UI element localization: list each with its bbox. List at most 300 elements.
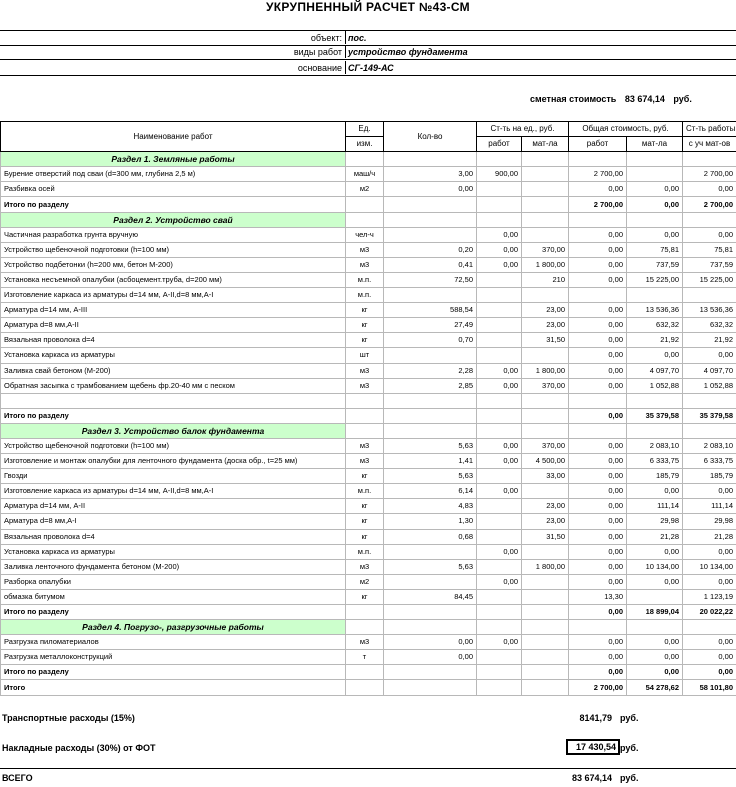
cell-unit-material[interactable]: 23,00 xyxy=(522,514,569,529)
cell-total-work[interactable]: 0,00 xyxy=(569,333,627,348)
cell-name[interactable]: Разгрузка металлоконструкций xyxy=(1,650,346,665)
cell-total-with-materials[interactable]: 2 083,10 xyxy=(683,438,736,453)
cell-unit-work[interactable] xyxy=(477,348,522,363)
cell-unit-material[interactable] xyxy=(522,348,569,363)
cell-unit-material[interactable] xyxy=(522,680,569,695)
empty-cell[interactable] xyxy=(384,152,477,167)
cell-total-material[interactable]: 737,59 xyxy=(627,257,683,272)
cell-total-work[interactable]: 0,00 xyxy=(569,363,627,378)
cell-total-work[interactable]: 0,00 xyxy=(569,544,627,559)
empty-cell[interactable] xyxy=(569,620,627,635)
cell-name[interactable]: Арматура d=8 мм,А-I xyxy=(1,514,346,529)
cell-unit[interactable]: шт xyxy=(346,348,384,363)
col-header-work-total[interactable]: работ xyxy=(569,137,627,152)
cell-total-material[interactable]: 0,00 xyxy=(627,227,683,242)
cell-unit-work[interactable]: 900,00 xyxy=(477,167,522,182)
cell-total-with-materials[interactable]: 4 097,70 xyxy=(683,363,736,378)
cell-total-work[interactable]: 0,00 xyxy=(569,635,627,650)
cell-name[interactable]: Частичная разработка грунта вручную xyxy=(1,227,346,242)
empty-cell[interactable] xyxy=(683,620,736,635)
cell-total-material[interactable]: 21,92 xyxy=(627,333,683,348)
object-value[interactable]: пос. xyxy=(345,31,367,44)
cell-qty[interactable]: 5,63 xyxy=(384,559,477,574)
cell-unit-material[interactable]: 1 800,00 xyxy=(522,363,569,378)
cell-unit[interactable]: м3 xyxy=(346,363,384,378)
cell-unit[interactable]: м3 xyxy=(346,454,384,469)
cell-unit-material[interactable]: 31,50 xyxy=(522,529,569,544)
cell-qty[interactable]: 4,83 xyxy=(384,499,477,514)
col-header-with-materials[interactable]: Ст-ть работы xyxy=(683,122,736,137)
cell-total-material[interactable]: 29,98 xyxy=(627,514,683,529)
cell-unit-work[interactable]: 0,00 xyxy=(477,227,522,242)
cell-total-work[interactable]: 2 700,00 xyxy=(569,197,627,212)
cell-qty[interactable] xyxy=(384,605,477,620)
cell-total-work[interactable]: 0,00 xyxy=(569,454,627,469)
col-header-unit-cost[interactable]: Ст-ть на ед., руб. xyxy=(477,122,569,137)
empty-cell[interactable] xyxy=(477,620,522,635)
cell-unit[interactable] xyxy=(346,408,384,423)
cell-unit-work[interactable] xyxy=(477,589,522,604)
cell-total-material[interactable]: 111,14 xyxy=(627,499,683,514)
empty-cell[interactable] xyxy=(346,620,384,635)
cell-unit-work[interactable]: 0,00 xyxy=(477,484,522,499)
cell-total-with-materials[interactable]: 0,00 xyxy=(683,650,736,665)
cell-total-work[interactable]: 0,00 xyxy=(569,605,627,620)
cell-unit-material[interactable]: 1 800,00 xyxy=(522,257,569,272)
empty-cell[interactable] xyxy=(346,152,384,167)
cell-total-work[interactable]: 0,00 xyxy=(569,469,627,484)
cell-total-with-materials[interactable]: 2 700,00 xyxy=(683,197,736,212)
cell-total-material[interactable]: 632,32 xyxy=(627,318,683,333)
cell-total-work[interactable]: 0,00 xyxy=(569,559,627,574)
cell-name[interactable]: обмазка битумом xyxy=(1,589,346,604)
cell-unit-work[interactable]: 0,00 xyxy=(477,544,522,559)
cell-unit-material[interactable]: 33,00 xyxy=(522,469,569,484)
empty-cell[interactable] xyxy=(522,212,569,227)
cell-total-material[interactable]: 13 536,36 xyxy=(627,303,683,318)
cell-name[interactable]: Разборка опалубки xyxy=(1,574,346,589)
cell-unit-work[interactable] xyxy=(477,272,522,287)
empty-cell[interactable] xyxy=(384,423,477,438)
cell-qty[interactable] xyxy=(384,574,477,589)
cell-unit[interactable]: кг xyxy=(346,318,384,333)
basis-value[interactable]: СГ-149-АС xyxy=(345,61,394,74)
cell-total-with-materials[interactable]: 0,00 xyxy=(683,484,736,499)
work-type-value[interactable]: устройство фундамента xyxy=(345,45,468,58)
cell-qty[interactable]: 0,68 xyxy=(384,529,477,544)
cell-total-with-materials[interactable]: 0,00 xyxy=(683,544,736,559)
cell-unit-work[interactable] xyxy=(477,605,522,620)
cell-total-with-materials[interactable]: 0,00 xyxy=(683,182,736,197)
cell-total-work[interactable]: 0,00 xyxy=(569,227,627,242)
cell-total-work[interactable]: 0,00 xyxy=(569,665,627,680)
empty-cell[interactable] xyxy=(627,152,683,167)
cell-qty[interactable]: 1,30 xyxy=(384,514,477,529)
empty-cell[interactable] xyxy=(477,152,522,167)
cell-unit[interactable]: м3 xyxy=(346,257,384,272)
cell-name[interactable]: Устройство щебеночной подготовки (h=100 мм) xyxy=(1,438,346,453)
cell-name[interactable]: Изготовление каркаса из арматуры d=14 мм, А-II,d=8 мм,А-I xyxy=(1,484,346,499)
cell-unit-work[interactable] xyxy=(477,665,522,680)
cell-total-with-materials[interactable]: 1 052,88 xyxy=(683,378,736,393)
cell-total-work[interactable]: 0,00 xyxy=(569,650,627,665)
cell-total-material[interactable]: 54 278,62 xyxy=(627,680,683,695)
cell-name[interactable]: Арматура d=8 мм,А-II xyxy=(1,318,346,333)
cell-name[interactable]: Арматура d=14 мм, А-II xyxy=(1,499,346,514)
cell-total-material[interactable]: 0,00 xyxy=(627,484,683,499)
cell-unit[interactable]: м3 xyxy=(346,559,384,574)
cell-total-material[interactable]: 0,00 xyxy=(627,650,683,665)
cell-total-material[interactable]: 0,00 xyxy=(627,348,683,363)
cell-unit[interactable]: м3 xyxy=(346,242,384,257)
cell-total-with-materials[interactable]: 6 333,75 xyxy=(683,454,736,469)
cell-qty[interactable]: 0,41 xyxy=(384,257,477,272)
cell-total-with-materials[interactable]: 1 123,19 xyxy=(683,589,736,604)
cell-total-with-materials[interactable]: 185,79 xyxy=(683,469,736,484)
cell-unit-work[interactable]: 0,00 xyxy=(477,438,522,453)
col-header-total-cost[interactable]: Общая стоимость, руб. xyxy=(569,122,683,137)
cell-name[interactable]: Изготовление каркаса из арматуры d=14 мм, А-II,d=8 мм,А-I xyxy=(1,288,346,303)
cell-total-material[interactable]: 4 097,70 xyxy=(627,363,683,378)
cell-qty[interactable] xyxy=(384,288,477,303)
cell-total-material[interactable]: 10 134,00 xyxy=(627,559,683,574)
cell-total-material[interactable]: 6 333,75 xyxy=(627,454,683,469)
cell-qty[interactable]: 0,00 xyxy=(384,650,477,665)
cell-name[interactable]: Вязальная проволока d=4 xyxy=(1,529,346,544)
cell-unit[interactable]: кг xyxy=(346,499,384,514)
cell-unit[interactable]: кг xyxy=(346,529,384,544)
cell-total-material[interactable] xyxy=(627,393,683,408)
section-title[interactable]: Раздел 4. Погрузо-, разгрузочные работы xyxy=(1,620,346,635)
cell-total-material[interactable] xyxy=(627,288,683,303)
cell-unit[interactable] xyxy=(346,393,384,408)
cell-total-work[interactable] xyxy=(569,288,627,303)
cell-name[interactable]: Вязальная проволока d=4 xyxy=(1,333,346,348)
cell-unit[interactable] xyxy=(346,665,384,680)
col-header-qty[interactable]: Кол-во xyxy=(384,122,477,152)
cell-unit-material[interactable]: 1 800,00 xyxy=(522,559,569,574)
cell-total-work[interactable]: 13,30 xyxy=(569,589,627,604)
cell-total-with-materials[interactable]: 13 536,36 xyxy=(683,303,736,318)
cell-total-material[interactable]: 0,00 xyxy=(627,544,683,559)
cell-qty[interactable]: 84,45 xyxy=(384,589,477,604)
cell-total-with-materials[interactable]: 10 134,00 xyxy=(683,559,736,574)
overhead-value[interactable]: 17 430,54 xyxy=(566,739,620,755)
cell-unit-work[interactable] xyxy=(477,288,522,303)
cell-name[interactable]: Устройство щебеночной подготовки (h=100 мм) xyxy=(1,242,346,257)
cell-unit-material[interactable]: 23,00 xyxy=(522,303,569,318)
cell-total-work[interactable]: 0,00 xyxy=(569,318,627,333)
cell-unit-material[interactable]: 210 xyxy=(522,272,569,287)
col-header-material[interactable]: мат-ла xyxy=(522,137,569,152)
cell-unit[interactable]: м3 xyxy=(346,635,384,650)
cell-unit[interactable]: м.п. xyxy=(346,272,384,287)
cell-unit-material[interactable] xyxy=(522,197,569,212)
cell-total-material[interactable]: 0,00 xyxy=(627,182,683,197)
empty-cell[interactable] xyxy=(569,423,627,438)
cell-total-material[interactable]: 15 225,00 xyxy=(627,272,683,287)
section-title[interactable]: Раздел 3. Устройство балок фундамента xyxy=(1,423,346,438)
cell-unit-material[interactable] xyxy=(522,288,569,303)
cell-unit[interactable]: кг xyxy=(346,589,384,604)
cell-unit-material[interactable] xyxy=(522,574,569,589)
cell-total-with-materials[interactable]: 75,81 xyxy=(683,242,736,257)
cell-name[interactable]: Арматура d=14 мм, А-III xyxy=(1,303,346,318)
cell-unit-work[interactable] xyxy=(477,469,522,484)
cell-unit[interactable]: кг xyxy=(346,469,384,484)
cell-total-material[interactable]: 75,81 xyxy=(627,242,683,257)
section-title[interactable]: Раздел 2. Устройство свай xyxy=(1,212,346,227)
cell-unit-work[interactable]: 0,00 xyxy=(477,242,522,257)
estimate-value[interactable]: 83 674,14 xyxy=(624,94,665,104)
cell-total-material[interactable]: 0,00 xyxy=(627,665,683,680)
cell-name[interactable]: Установка каркаса из арматуры xyxy=(1,348,346,363)
cell-unit[interactable] xyxy=(346,197,384,212)
cell-total-work[interactable]: 0,00 xyxy=(569,574,627,589)
cell-qty[interactable]: 27,49 xyxy=(384,318,477,333)
cell-unit-material[interactable] xyxy=(522,635,569,650)
cell-total-with-materials[interactable]: 29,98 xyxy=(683,514,736,529)
cell-total-with-materials[interactable]: 111,14 xyxy=(683,499,736,514)
cell-total-material[interactable]: 35 379,58 xyxy=(627,408,683,423)
cell-total-work[interactable]: 0,00 xyxy=(569,257,627,272)
cell-qty[interactable] xyxy=(384,197,477,212)
empty-cell[interactable] xyxy=(683,152,736,167)
cell-unit-work[interactable] xyxy=(477,559,522,574)
cell-unit[interactable]: м.п. xyxy=(346,484,384,499)
cell-unit-material[interactable]: 370,00 xyxy=(522,378,569,393)
cell-total-with-materials[interactable]: 0,00 xyxy=(683,227,736,242)
cell-total-work[interactable]: 0,00 xyxy=(569,514,627,529)
cell-name[interactable]: Изготовление и монтаж опалубки для ленточного фундамента (доска обр., t=25 мм) xyxy=(1,454,346,469)
cell-unit-material[interactable] xyxy=(522,605,569,620)
cell-unit-material[interactable]: 370,00 xyxy=(522,242,569,257)
cell-qty[interactable] xyxy=(384,348,477,363)
cell-unit-material[interactable]: 4 500,00 xyxy=(522,454,569,469)
cell-unit-work[interactable] xyxy=(477,393,522,408)
col-header-name[interactable]: Наименование работ xyxy=(1,122,346,152)
cell-total-material[interactable]: 21,28 xyxy=(627,529,683,544)
cell-unit-work[interactable]: 0,00 xyxy=(477,635,522,650)
cell-name[interactable]: Итого по разделу xyxy=(1,408,346,423)
cell-unit-work[interactable]: 0,00 xyxy=(477,378,522,393)
cell-total-material[interactable]: 0,00 xyxy=(627,197,683,212)
cell-name[interactable]: Итого xyxy=(1,680,346,695)
cell-qty[interactable]: 72,50 xyxy=(384,272,477,287)
cell-total-with-materials[interactable]: 0,00 xyxy=(683,635,736,650)
cell-qty[interactable]: 2,85 xyxy=(384,378,477,393)
cell-total-work[interactable]: 0,00 xyxy=(569,499,627,514)
cell-qty[interactable] xyxy=(384,227,477,242)
cell-unit-work[interactable] xyxy=(477,680,522,695)
cell-qty[interactable] xyxy=(384,393,477,408)
col-header-with-materials-sub[interactable]: с уч мат-ов xyxy=(683,137,736,152)
cell-unit[interactable]: т xyxy=(346,650,384,665)
cell-qty[interactable]: 3,00 xyxy=(384,167,477,182)
col-header-work[interactable]: работ xyxy=(477,137,522,152)
cell-unit-material[interactable] xyxy=(522,665,569,680)
cell-total-with-materials[interactable]: 58 101,80 xyxy=(683,680,736,695)
cell-qty[interactable]: 0,00 xyxy=(384,182,477,197)
cell-total-with-materials[interactable]: 2 700,00 xyxy=(683,167,736,182)
empty-cell[interactable] xyxy=(522,620,569,635)
cell-unit-material[interactable] xyxy=(522,484,569,499)
empty-cell[interactable] xyxy=(569,212,627,227)
grand-total-value[interactable]: 83 674,14 xyxy=(571,773,612,783)
cell-name[interactable]: Устройство подбетонки (h=200 мм, бетон М-200) xyxy=(1,257,346,272)
cell-qty[interactable]: 6,14 xyxy=(384,484,477,499)
cell-unit-material[interactable] xyxy=(522,393,569,408)
cell-qty[interactable]: 0,20 xyxy=(384,242,477,257)
cell-total-work[interactable]: 0,00 xyxy=(569,182,627,197)
cell-unit-work[interactable]: 0,00 xyxy=(477,257,522,272)
empty-cell[interactable] xyxy=(683,423,736,438)
cell-total-work[interactable]: 0,00 xyxy=(569,348,627,363)
cell-qty[interactable] xyxy=(384,680,477,695)
cell-total-work[interactable]: 0,00 xyxy=(569,438,627,453)
cell-total-work[interactable]: 0,00 xyxy=(569,242,627,257)
empty-cell[interactable] xyxy=(346,423,384,438)
cell-qty[interactable] xyxy=(384,408,477,423)
cell-total-material[interactable]: 18 899,04 xyxy=(627,605,683,620)
cell-total-work[interactable]: 2 700,00 xyxy=(569,680,627,695)
cell-unit-work[interactable] xyxy=(477,303,522,318)
cell-total-with-materials[interactable]: 21,28 xyxy=(683,529,736,544)
cell-qty[interactable] xyxy=(384,665,477,680)
col-header-unit[interactable]: Ед. xyxy=(346,122,384,137)
cell-total-material[interactable] xyxy=(627,589,683,604)
cell-qty[interactable]: 588,54 xyxy=(384,303,477,318)
col-header-material-total[interactable]: мат-ла xyxy=(627,137,683,152)
cell-total-with-materials[interactable]: 21,92 xyxy=(683,333,736,348)
cell-unit-work[interactable] xyxy=(477,318,522,333)
cell-unit-material[interactable] xyxy=(522,408,569,423)
cell-name[interactable]: Разбивка осей xyxy=(1,182,346,197)
cell-name[interactable]: Бурение отверстий под сваи (d=300 мм, глубина 2,5 м) xyxy=(1,167,346,182)
cell-total-with-materials[interactable]: 15 225,00 xyxy=(683,272,736,287)
cell-qty[interactable] xyxy=(384,544,477,559)
cell-total-material[interactable] xyxy=(627,167,683,182)
cell-name[interactable]: Обратная засыпка с трамбованием щебень фр.20-40 мм с песком xyxy=(1,378,346,393)
cell-unit[interactable]: кг xyxy=(346,333,384,348)
cell-unit-work[interactable] xyxy=(477,514,522,529)
cell-unit-material[interactable]: 23,00 xyxy=(522,499,569,514)
empty-cell[interactable] xyxy=(627,212,683,227)
cell-unit[interactable]: кг xyxy=(346,303,384,318)
cell-unit-work[interactable] xyxy=(477,408,522,423)
empty-cell[interactable] xyxy=(384,212,477,227)
empty-cell[interactable] xyxy=(522,152,569,167)
cell-total-with-materials[interactable]: 737,59 xyxy=(683,257,736,272)
cell-total-material[interactable]: 185,79 xyxy=(627,469,683,484)
empty-cell[interactable] xyxy=(346,212,384,227)
empty-cell[interactable] xyxy=(522,423,569,438)
cell-qty[interactable]: 1,41 xyxy=(384,454,477,469)
empty-cell[interactable] xyxy=(477,423,522,438)
cell-name[interactable]: Установка несъемной опалубки (асбоцемент.труба, d=200 мм) xyxy=(1,272,346,287)
cell-total-material[interactable]: 0,00 xyxy=(627,635,683,650)
cell-qty[interactable]: 0,70 xyxy=(384,333,477,348)
cell-unit[interactable] xyxy=(346,605,384,620)
cell-unit[interactable]: м3 xyxy=(346,378,384,393)
empty-cell[interactable] xyxy=(627,620,683,635)
cell-name[interactable]: Заливка ленточного фундамента бетоном (М-200) xyxy=(1,559,346,574)
cell-unit-work[interactable] xyxy=(477,650,522,665)
cell-unit-work[interactable] xyxy=(477,333,522,348)
cell-unit-work[interactable] xyxy=(477,529,522,544)
cell-unit-material[interactable] xyxy=(522,589,569,604)
cell-name[interactable] xyxy=(1,393,346,408)
cell-total-with-materials[interactable] xyxy=(683,393,736,408)
cell-unit-material[interactable] xyxy=(522,182,569,197)
cell-unit[interactable]: м3 xyxy=(346,438,384,453)
cell-unit-material[interactable]: 370,00 xyxy=(522,438,569,453)
cell-qty[interactable]: 5,63 xyxy=(384,469,477,484)
cell-name[interactable]: Итого по разделу xyxy=(1,197,346,212)
cell-name[interactable]: Заливка свай бетоном (М-200) xyxy=(1,363,346,378)
cell-unit-material[interactable] xyxy=(522,167,569,182)
cell-unit-work[interactable] xyxy=(477,182,522,197)
cell-unit[interactable]: маш/ч xyxy=(346,167,384,182)
empty-cell[interactable] xyxy=(384,620,477,635)
cell-total-with-materials[interactable]: 20 022,22 xyxy=(683,605,736,620)
cell-total-with-materials[interactable]: 0,00 xyxy=(683,665,736,680)
cell-total-work[interactable] xyxy=(569,393,627,408)
cell-qty[interactable]: 0,00 xyxy=(384,635,477,650)
cell-total-material[interactable]: 1 052,88 xyxy=(627,378,683,393)
cell-qty[interactable]: 5,63 xyxy=(384,438,477,453)
cell-total-work[interactable]: 0,00 xyxy=(569,408,627,423)
cell-total-work[interactable]: 0,00 xyxy=(569,378,627,393)
cell-unit-material[interactable]: 23,00 xyxy=(522,318,569,333)
cell-unit-material[interactable] xyxy=(522,227,569,242)
cell-unit-work[interactable]: 0,00 xyxy=(477,363,522,378)
cell-total-with-materials[interactable] xyxy=(683,288,736,303)
cell-name[interactable]: Разгрузка пиломатериалов xyxy=(1,635,346,650)
empty-cell[interactable] xyxy=(627,423,683,438)
cell-total-with-materials[interactable]: 0,00 xyxy=(683,348,736,363)
cell-name[interactable]: Итого по разделу xyxy=(1,665,346,680)
cell-total-material[interactable]: 2 083,10 xyxy=(627,438,683,453)
cell-total-work[interactable]: 0,00 xyxy=(569,529,627,544)
cell-total-work[interactable]: 0,00 xyxy=(569,303,627,318)
cell-unit-work[interactable] xyxy=(477,499,522,514)
cell-total-with-materials[interactable]: 632,32 xyxy=(683,318,736,333)
cell-total-work[interactable]: 0,00 xyxy=(569,272,627,287)
cell-qty[interactable]: 2,28 xyxy=(384,363,477,378)
cell-unit[interactable]: чел-ч xyxy=(346,227,384,242)
cell-total-work[interactable]: 2 700,00 xyxy=(569,167,627,182)
empty-cell[interactable] xyxy=(477,212,522,227)
transport-value[interactable]: 8141,79 xyxy=(579,713,612,723)
empty-cell[interactable] xyxy=(569,152,627,167)
cell-unit-work[interactable]: 0,00 xyxy=(477,454,522,469)
cell-unit[interactable]: м.п. xyxy=(346,288,384,303)
section-title[interactable]: Раздел 1. Земляные работы xyxy=(1,152,346,167)
cell-total-material[interactable]: 0,00 xyxy=(627,574,683,589)
cell-total-work[interactable]: 0,00 xyxy=(569,484,627,499)
cell-name[interactable]: Гвозди xyxy=(1,469,346,484)
cell-unit[interactable]: м.п. xyxy=(346,544,384,559)
cell-unit-material[interactable] xyxy=(522,650,569,665)
cell-unit-material[interactable]: 31,50 xyxy=(522,333,569,348)
cell-unit[interactable] xyxy=(346,680,384,695)
cell-unit-work[interactable] xyxy=(477,197,522,212)
cell-unit-work[interactable]: 0,00 xyxy=(477,574,522,589)
cell-unit[interactable]: кг xyxy=(346,514,384,529)
col-header-unit-sub[interactable]: изм. xyxy=(346,137,384,152)
cell-name[interactable]: Итого по разделу xyxy=(1,605,346,620)
